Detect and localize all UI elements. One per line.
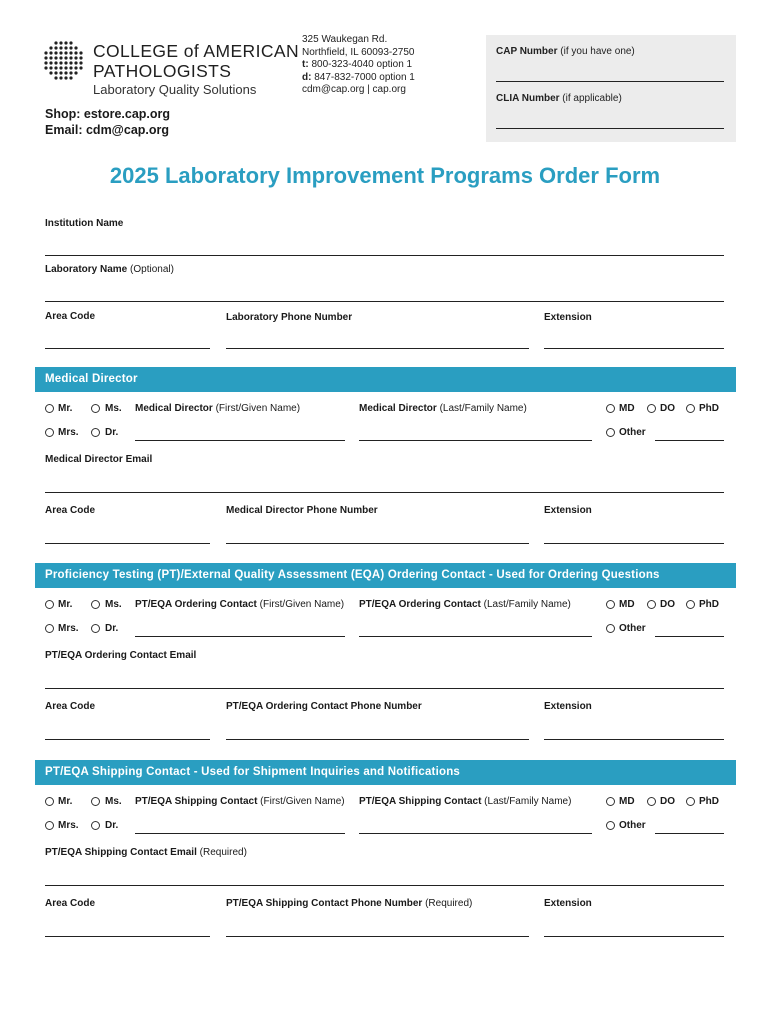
- address-line-2: Northfield, IL 60093-2750: [302, 46, 415, 58]
- shipping-contact-other-label: Other: [619, 820, 646, 831]
- shipping-contact-phd-radio[interactable]: [686, 797, 695, 806]
- shipping-contact-mr-radio[interactable]: [45, 797, 54, 806]
- area-code-label: Area Code: [45, 311, 96, 322]
- phone-d: d: 847-832-7000 option 1: [302, 71, 415, 83]
- medical-director-md-radio[interactable]: [606, 404, 615, 413]
- shipping-contact-section-header: PT/EQA Shipping Contact - Used for Shipment Inquiries and Notifications: [35, 760, 736, 785]
- medical-director-first-name-field[interactable]: [135, 440, 345, 441]
- ordering-contact-ms-label: Ms.: [105, 599, 122, 610]
- ordering-contact-phone-field[interactable]: [226, 739, 529, 740]
- medical-director-phd-label: PhD: [699, 403, 719, 414]
- shipping-contact-mr-label: Mr.: [58, 796, 73, 807]
- address-block: [302, 34, 415, 97]
- medical-director-other-radio[interactable]: [606, 428, 615, 437]
- ordering-contact-md-radio[interactable]: [606, 600, 615, 609]
- cap-clia-box: [486, 35, 736, 142]
- shipping-contact-do-radio[interactable]: [647, 797, 656, 806]
- shipping-contact-email-field[interactable]: [45, 885, 724, 886]
- cap-logo-icon: [42, 40, 86, 84]
- ordering-contact-mr-radio[interactable]: [45, 600, 54, 609]
- medical-director-area-code-field[interactable]: [45, 543, 210, 544]
- medical-director-last-name-label: Medical Director (Last/Family Name): [359, 403, 527, 414]
- medical-director-do-radio[interactable]: [647, 404, 656, 413]
- ordering-contact-last-name-label: PT/EQA Ordering Contact (Last/Family Name): [359, 599, 571, 610]
- medical-director-mr-label: Mr.: [58, 403, 73, 414]
- medical-director-extension-label: Extension: [544, 505, 592, 516]
- shipping-contact-last-name-field[interactable]: [359, 833, 592, 834]
- ordering-contact-dr-label: Dr.: [105, 623, 119, 634]
- institution-name-field[interactable]: [45, 255, 724, 256]
- shipping-contact-area-code-label: Area Code: [45, 898, 96, 909]
- ordering-contact-ms-radio[interactable]: [91, 600, 100, 609]
- ordering-contact-section-header: Proficiency Testing (PT)/External Quality Assessment (EQA) Ordering Contact - Used for Ordering Questions: [35, 563, 736, 588]
- ordering-contact-mr-label: Mr.: [58, 599, 73, 610]
- ordering-contact-mrs-label: Mrs.: [58, 623, 79, 634]
- extension-field[interactable]: [544, 348, 724, 349]
- shipping-contact-md-label: MD: [619, 796, 635, 807]
- lab-phone-field[interactable]: [226, 348, 529, 349]
- ordering-contact-first-name-label: PT/EQA Ordering Contact (First/Given Name): [135, 599, 345, 610]
- medical-director-dr-radio[interactable]: [91, 428, 100, 437]
- web-links[interactable]: cdm@cap.org | cap.org: [302, 84, 406, 96]
- ordering-contact-extension-field[interactable]: [544, 739, 724, 740]
- medical-director-mr-radio[interactable]: [45, 404, 54, 413]
- institution-name-label: Institution Name: [45, 218, 124, 229]
- shipping-contact-ms-radio[interactable]: [91, 797, 100, 806]
- shipping-contact-phone-field[interactable]: [226, 936, 529, 937]
- clia-number-field[interactable]: [496, 128, 724, 129]
- ordering-contact-dr-radio[interactable]: [91, 624, 100, 633]
- ordering-contact-other-label: Other: [619, 623, 646, 634]
- shipping-contact-first-name-field[interactable]: [135, 833, 345, 834]
- shop-contact: [45, 106, 170, 138]
- medical-director-ms-radio[interactable]: [91, 404, 100, 413]
- logo-line-2: PATHOLOGISTS: [93, 61, 232, 81]
- ordering-contact-other-radio[interactable]: [606, 624, 615, 633]
- shipping-contact-first-name-label: PT/EQA Shipping Contact (First/Given Name): [135, 796, 345, 807]
- medical-director-md-label: MD: [619, 403, 635, 414]
- ordering-contact-email-label: PT/EQA Ordering Contact Email: [45, 650, 197, 661]
- ordering-contact-email-field[interactable]: [45, 688, 724, 689]
- shipping-contact-dr-label: Dr.: [105, 820, 119, 831]
- shipping-contact-phd-label: PhD: [699, 796, 719, 807]
- shipping-contact-extension-label: Extension: [544, 898, 592, 909]
- shipping-contact-md-radio[interactable]: [606, 797, 615, 806]
- shop-link[interactable]: Shop: estore.cap.org: [45, 107, 171, 121]
- ordering-contact-mrs-radio[interactable]: [45, 624, 54, 633]
- ordering-contact-extension-label: Extension: [544, 701, 592, 712]
- ordering-contact-phd-label: PhD: [699, 599, 719, 610]
- page-title: 2025 Laboratory Improvement Programs Order Form: [109, 163, 661, 188]
- ordering-contact-do-label: DO: [660, 599, 675, 610]
- ordering-contact-area-code-field[interactable]: [45, 739, 210, 740]
- logo-line-1: COLLEGE of AMERICAN: [93, 41, 299, 61]
- address-line-1: 325 Waukegan Rd.: [302, 34, 388, 45]
- laboratory-name-field[interactable]: [45, 301, 724, 302]
- medical-director-first-name-label: Medical Director (First/Given Name): [135, 403, 301, 414]
- medical-director-phd-radio[interactable]: [686, 404, 695, 413]
- medical-director-mrs-radio[interactable]: [45, 428, 54, 437]
- cap-number-label: CAP Number (if you have one): [496, 46, 635, 57]
- medical-director-phone-field[interactable]: [226, 543, 529, 544]
- ordering-contact-do-radio[interactable]: [647, 600, 656, 609]
- medical-director-do-label: DO: [660, 403, 675, 414]
- medical-director-last-name-field[interactable]: [359, 440, 592, 441]
- shipping-contact-extension-field[interactable]: [544, 936, 724, 937]
- medical-director-other-label: Other: [619, 427, 646, 438]
- shipping-contact-other-radio[interactable]: [606, 821, 615, 830]
- email-link[interactable]: Email: cdm@cap.org: [45, 123, 170, 137]
- medical-director-mrs-label: Mrs.: [58, 427, 79, 438]
- medical-director-phone-label: Medical Director Phone Number: [226, 505, 378, 516]
- ordering-contact-area-code-label: Area Code: [45, 701, 96, 712]
- clia-number-label: CLIA Number (if applicable): [496, 93, 622, 104]
- ordering-contact-last-name-field[interactable]: [359, 636, 592, 637]
- shipping-contact-mrs-label: Mrs.: [58, 820, 79, 831]
- medical-director-email-field[interactable]: [45, 492, 724, 493]
- shipping-contact-mrs-radio[interactable]: [45, 821, 54, 830]
- shipping-contact-last-name-label: PT/EQA Shipping Contact (Last/Family Name): [359, 796, 572, 807]
- extension-label: Extension: [544, 312, 592, 323]
- shipping-contact-area-code-field[interactable]: [45, 936, 210, 937]
- shipping-contact-dr-radio[interactable]: [91, 821, 100, 830]
- medical-director-section-header: Medical Director: [35, 367, 736, 392]
- shipping-contact-email-label: PT/EQA Shipping Contact Email (Required): [45, 847, 247, 858]
- medical-director-other-field[interactable]: [655, 440, 724, 441]
- logo-tagline: Laboratory Quality Solutions: [93, 82, 257, 97]
- area-code-field[interactable]: [45, 348, 210, 349]
- cap-number-field[interactable]: [496, 81, 724, 82]
- shipping-contact-phone-label: PT/EQA Shipping Contact Phone Number (Required): [226, 898, 473, 909]
- lab-phone-label: Laboratory Phone Number: [226, 312, 353, 323]
- shipping-contact-do-label: DO: [660, 796, 675, 807]
- medical-director-ms-label: Ms.: [105, 403, 122, 414]
- ordering-contact-md-label: MD: [619, 599, 635, 610]
- phone-t: t: 800-323-4040 option 1: [302, 59, 413, 71]
- medical-director-dr-label: Dr.: [105, 427, 119, 438]
- medical-director-email-label: Medical Director Email: [45, 454, 153, 465]
- shipping-contact-other-field[interactable]: [655, 833, 724, 834]
- shipping-contact-ms-label: Ms.: [105, 796, 122, 807]
- ordering-contact-first-name-field[interactable]: [135, 636, 345, 637]
- ordering-contact-phone-label: PT/EQA Ordering Contact Phone Number: [226, 701, 422, 712]
- laboratory-name-label: Laboratory Name (Optional): [45, 264, 174, 275]
- ordering-contact-phd-radio[interactable]: [686, 600, 695, 609]
- medical-director-area-code-label: Area Code: [45, 505, 96, 516]
- ordering-contact-other-field[interactable]: [655, 636, 724, 637]
- medical-director-extension-field[interactable]: [544, 543, 724, 544]
